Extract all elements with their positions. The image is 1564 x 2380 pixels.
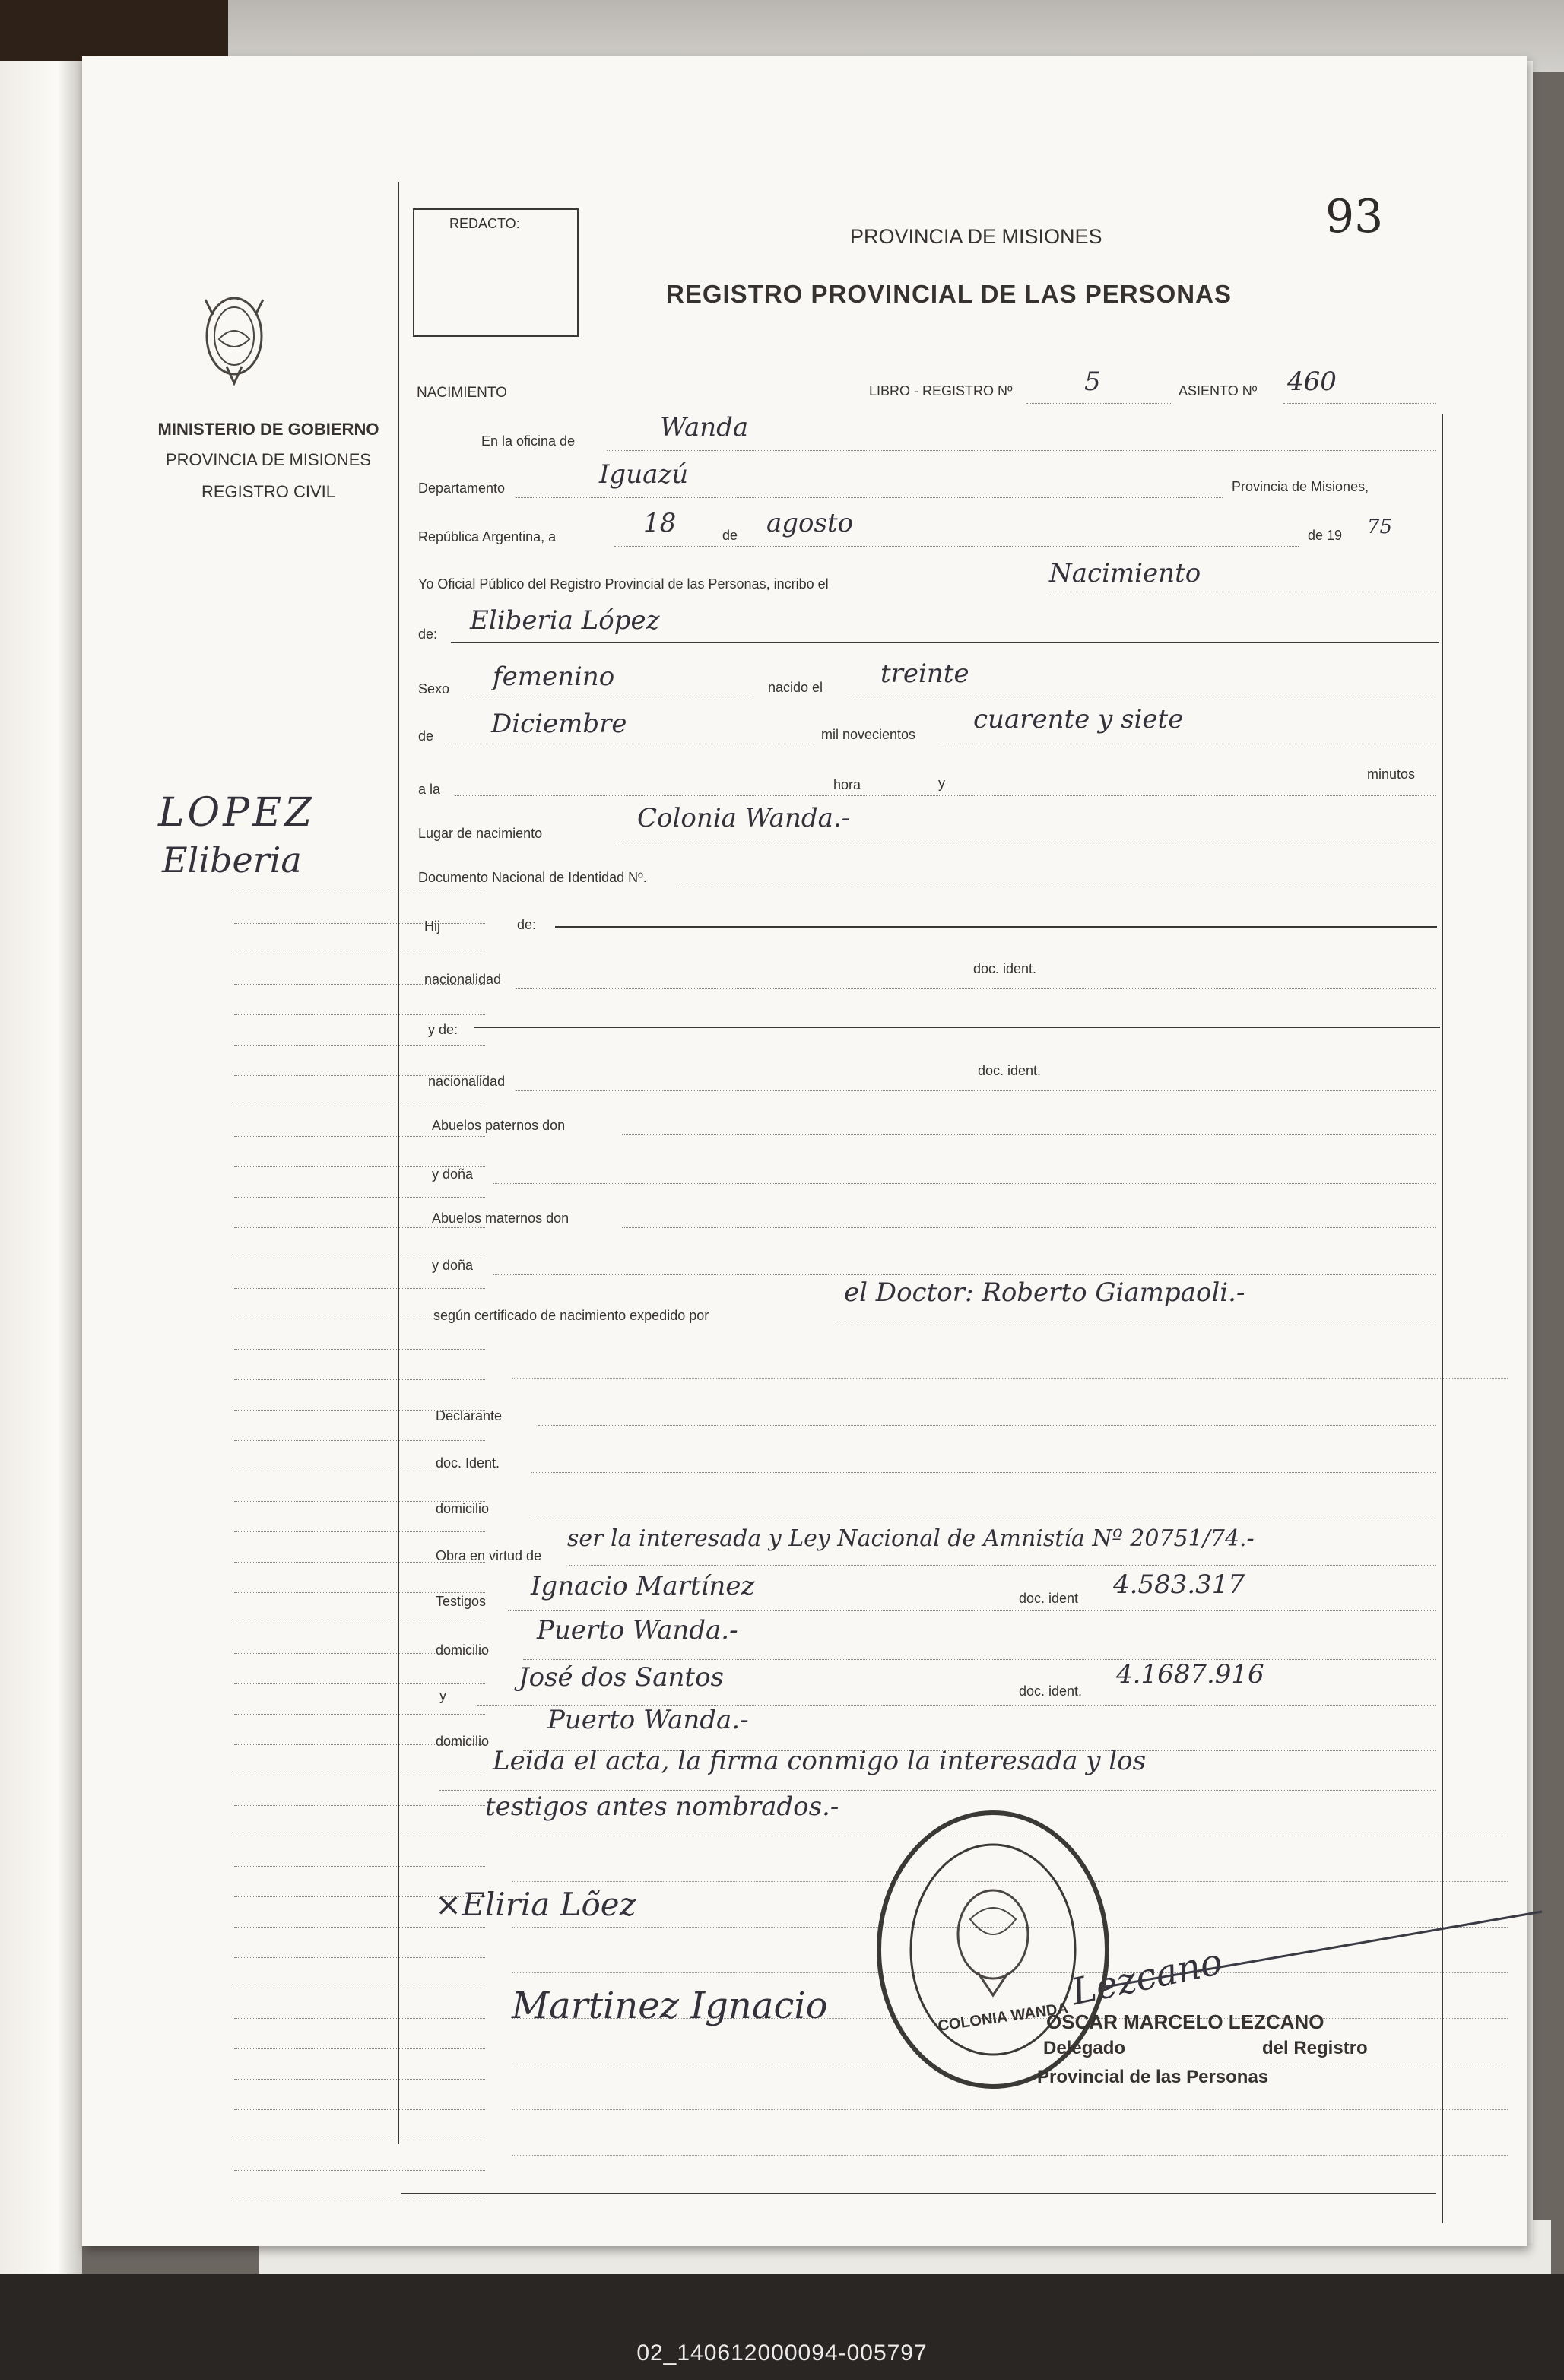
domicilio-label: domicilio bbox=[436, 1501, 490, 1516]
separator-rule bbox=[512, 2109, 1508, 2110]
lugar-value: Colonia Wanda.- bbox=[637, 803, 851, 833]
provincia-label: Provincia de Misiones, bbox=[1232, 479, 1369, 494]
field-line bbox=[622, 1134, 1436, 1136]
nacido-value: treinte bbox=[880, 658, 969, 689]
hij-de-label: de: bbox=[517, 917, 537, 932]
doc-ident-label: doc. ident. bbox=[973, 961, 1037, 976]
margin-rule bbox=[234, 2018, 485, 2019]
margin-rule bbox=[234, 1805, 485, 1806]
y-dona2-label: y doña bbox=[432, 1258, 474, 1273]
sexo-label: Sexo bbox=[418, 681, 450, 697]
oficial-value: Nacimiento bbox=[1049, 558, 1201, 589]
ministry-line3: REGISTRO CIVIL bbox=[201, 482, 336, 501]
republica-label: República Argentina, a bbox=[418, 529, 557, 544]
form-type-label: NACIMIENTO bbox=[417, 385, 507, 401]
margin-rule bbox=[234, 2109, 485, 2110]
margin-rule bbox=[234, 1957, 485, 1958]
domicilio-t2-label: domicilio bbox=[436, 1734, 490, 1749]
margin-rule bbox=[234, 1288, 485, 1289]
margin-rule bbox=[234, 2170, 485, 2171]
signature-stroke bbox=[1086, 1896, 1557, 2003]
field-line bbox=[455, 795, 1436, 797]
margin-rule bbox=[234, 1014, 485, 1015]
margin-rule bbox=[234, 1714, 485, 1715]
margin-rule bbox=[234, 1683, 485, 1684]
margin-rule bbox=[234, 1927, 485, 1928]
documento-label: Documento Nacional de Identidad Nº. bbox=[418, 870, 647, 885]
y-label: y bbox=[938, 776, 945, 791]
field-line bbox=[622, 1227, 1436, 1229]
field-line bbox=[679, 887, 1436, 888]
abuelos-mat-label: Abuelos maternos don bbox=[432, 1211, 569, 1226]
signature-official: Lezcano bbox=[1068, 1940, 1226, 2014]
field-line bbox=[1048, 592, 1436, 593]
margin-rule bbox=[234, 1227, 485, 1228]
field-line bbox=[1283, 403, 1436, 405]
field-line bbox=[516, 497, 1223, 499]
field-line bbox=[941, 744, 1436, 745]
departamento-label: Departamento bbox=[418, 481, 506, 496]
redacto-label: REDACTO: bbox=[449, 216, 520, 231]
separator-rule bbox=[512, 1378, 1508, 1379]
day-value: 18 bbox=[643, 508, 677, 538]
sexo-value: femenino bbox=[493, 662, 615, 692]
obra-value: ser la interesada y Ley Nacional de Amnistía Nº 20751/74.- bbox=[567, 1525, 1255, 1552]
margin-rule bbox=[234, 1866, 485, 1867]
oficina-value: Wanda bbox=[660, 412, 749, 443]
separator-rule bbox=[512, 2155, 1508, 2156]
year-prefix-label: de 19 bbox=[1308, 528, 1343, 543]
nacido-label: nacido el bbox=[768, 680, 823, 695]
oficina-label: En la oficina de bbox=[481, 433, 576, 449]
doc-ident3-label: doc. Ident. bbox=[436, 1455, 500, 1471]
domicilio-t2-value: Puerto Wanda.- bbox=[547, 1705, 749, 1735]
official-name: OSCAR MARCELO LEZCANO bbox=[1046, 2010, 1324, 2033]
field-line bbox=[835, 1325, 1436, 1326]
testigo2-value: José dos Santos bbox=[519, 1662, 725, 1693]
parent2-underline bbox=[474, 1027, 1440, 1028]
margin-rule bbox=[234, 1197, 485, 1198]
ministry-seal bbox=[196, 284, 272, 402]
margin-rule bbox=[234, 1045, 485, 1046]
field-line bbox=[569, 1565, 1436, 1566]
official-title3: Provincial de las Personas bbox=[1037, 2067, 1269, 2087]
bottom-rule bbox=[401, 2193, 1436, 2195]
margin-rule bbox=[234, 1440, 485, 1441]
field-line bbox=[607, 450, 1436, 452]
closing-line1: Leida el acta, la firma conmigo la interesada y los bbox=[493, 1746, 1147, 1776]
declarante-label: Declarante bbox=[436, 1408, 503, 1423]
a-la-label: a la bbox=[418, 782, 441, 797]
margin-rule bbox=[234, 1349, 485, 1350]
field-line bbox=[1026, 403, 1171, 405]
field-line bbox=[531, 1472, 1436, 1474]
obra-label: Obra en virtud de bbox=[436, 1548, 542, 1563]
abuelos-pat-label: Abuelos paternos don bbox=[432, 1118, 566, 1133]
birth-month-de-label: de bbox=[418, 728, 434, 744]
ministry-line2: PROVINCIA DE MISIONES bbox=[165, 450, 372, 469]
month-de-label: de bbox=[722, 528, 738, 543]
y-dona-label: y doña bbox=[432, 1166, 474, 1182]
certificado-value: el Doctor: Roberto Giampaoli.- bbox=[844, 1277, 1245, 1308]
field-line bbox=[516, 988, 1436, 990]
left-page-edge bbox=[0, 61, 82, 2296]
header-registry: REGISTRO PROVINCIAL DE LAS PERSONAS bbox=[666, 280, 1232, 308]
certificado-label: según certificado de nacimiento expedido por bbox=[433, 1308, 709, 1323]
domicilio-t1-value: Puerto Wanda.- bbox=[537, 1615, 738, 1645]
field-line bbox=[614, 546, 1299, 547]
person-underline bbox=[451, 642, 1439, 643]
field-line bbox=[516, 1090, 1436, 1092]
doc-t1-label: doc. ident bbox=[1019, 1591, 1079, 1606]
margin-given-name: Eliberia bbox=[162, 839, 302, 881]
margin-rule bbox=[234, 2079, 485, 2080]
doc-t2-value: 4.1687.916 bbox=[1116, 1659, 1264, 1690]
hij-label: Hij bbox=[424, 919, 440, 934]
libro-label: LIBRO - REGISTRO Nº bbox=[869, 383, 1013, 398]
field-line bbox=[850, 697, 1436, 698]
margin-rule bbox=[234, 923, 485, 924]
nacionalidad-label: nacionalidad bbox=[424, 972, 502, 987]
year-value: 75 bbox=[1367, 516, 1393, 538]
redacto-box bbox=[413, 208, 579, 337]
field-line bbox=[462, 697, 751, 698]
signature-interested: ×Eliria Lõez bbox=[435, 1886, 636, 1923]
doc-t1-value: 4.583.317 bbox=[1113, 1569, 1245, 1600]
y2-label: y bbox=[439, 1688, 446, 1703]
oficial-label: Yo Oficial Público del Registro Provincial de las Personas, incribo el bbox=[418, 576, 829, 592]
testigos-label: Testigos bbox=[436, 1594, 487, 1609]
register-page bbox=[82, 56, 1527, 2246]
libro-value: 5 bbox=[1084, 367, 1101, 397]
domicilio-t1-label: domicilio bbox=[436, 1642, 490, 1658]
field-line bbox=[523, 1659, 1436, 1661]
field-line bbox=[447, 744, 812, 745]
margin-rule bbox=[234, 2048, 485, 2049]
birth-month-value: Diciembre bbox=[491, 709, 627, 739]
field-line bbox=[493, 1183, 1436, 1185]
closing-line2: testigos antes nombrados.- bbox=[485, 1791, 839, 1822]
margin-rule bbox=[234, 1531, 485, 1532]
image-caption: 02_140612000094-005797 bbox=[636, 2340, 928, 2366]
margin-rule bbox=[234, 1136, 485, 1137]
official-title: Delegado bbox=[1043, 2038, 1126, 2058]
asiento-label: ASIENTO Nº bbox=[1179, 383, 1258, 398]
testigo1-value: Ignacio Martínez bbox=[531, 1571, 755, 1601]
ministry-line1: MINISTERIO DE GOBIERNO bbox=[157, 420, 379, 439]
field-line bbox=[508, 1610, 1436, 1612]
field-line bbox=[493, 1274, 1436, 1276]
column-divider bbox=[398, 182, 399, 2144]
official-title2: del Registro bbox=[1262, 2038, 1368, 2058]
asiento-value: 460 bbox=[1287, 367, 1337, 397]
departamento-value: Iguazú bbox=[599, 459, 689, 490]
margin-surname: LOPEZ bbox=[158, 790, 316, 836]
page-number: 93 bbox=[1325, 190, 1384, 243]
margin-rule bbox=[234, 1379, 485, 1380]
signature-witnesses: Martinez Ignacio bbox=[512, 1985, 828, 2027]
mil-label: mil novecientos bbox=[821, 727, 916, 742]
stamp-center-text: COLONIA WANDA bbox=[937, 2000, 1070, 2035]
hora-label: hora bbox=[833, 777, 861, 792]
minutos-label: minutos bbox=[1367, 766, 1416, 782]
margin-rule bbox=[234, 1592, 485, 1593]
birth-year-value: cuarente y siete bbox=[973, 704, 1184, 735]
doc-t2-label: doc. ident. bbox=[1019, 1683, 1083, 1699]
parent-underline bbox=[555, 926, 1437, 928]
nacionalidad2-label: nacionalidad bbox=[428, 1074, 506, 1089]
header-province: PROVINCIA DE MISIONES bbox=[850, 225, 1102, 248]
person-value: Eliberia López bbox=[470, 605, 660, 636]
lugar-label: Lugar de nacimiento bbox=[418, 826, 543, 841]
field-line bbox=[531, 1518, 1436, 1519]
doc-ident2-label: doc. ident. bbox=[978, 1063, 1042, 1078]
field-line bbox=[538, 1425, 1436, 1426]
person-de-label: de: bbox=[418, 627, 438, 642]
field-line bbox=[614, 843, 1436, 844]
month-value: agosto bbox=[766, 508, 854, 538]
y-de-label: y de: bbox=[428, 1022, 458, 1037]
